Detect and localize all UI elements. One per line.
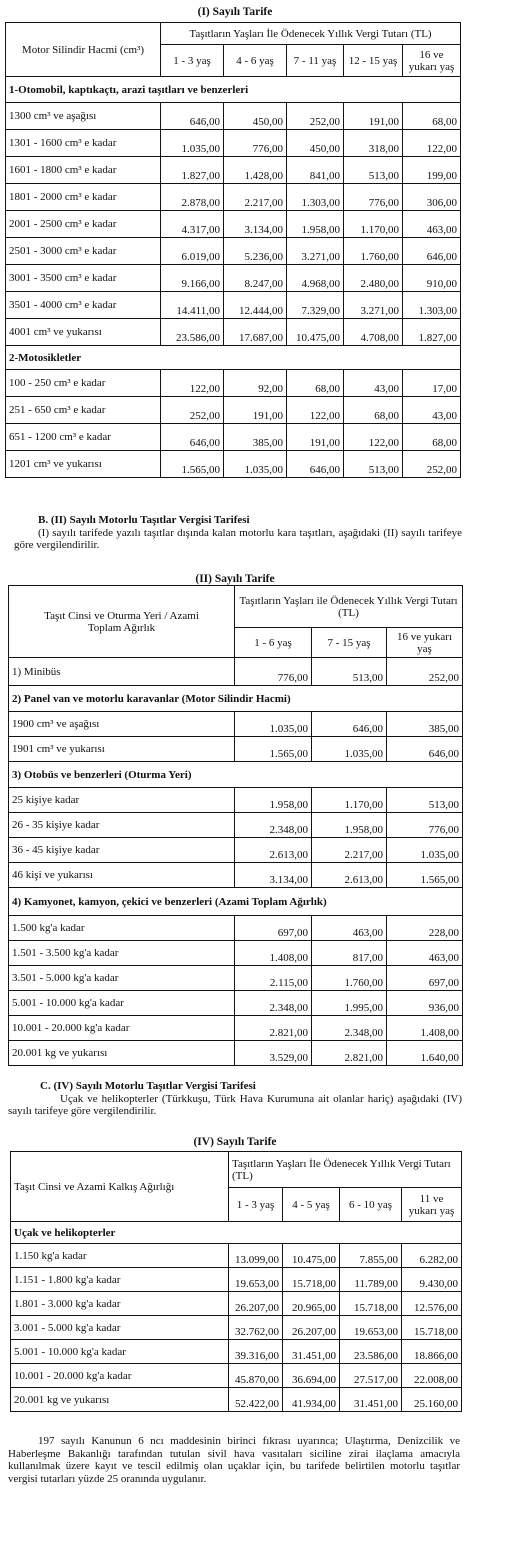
tax-value: 1.760,00 (344, 238, 403, 265)
tax-value: 31.451,00 (340, 1388, 402, 1412)
tariff-2-title: (II) Sayılı Tarife (195, 573, 275, 585)
table-row (9, 1016, 463, 1041)
tax-value: 122,00 (287, 397, 344, 424)
tax-value: 27.517,00 (340, 1364, 402, 1388)
tax-value: 1.035,00 (235, 712, 312, 737)
table-row (9, 916, 463, 941)
row-label: 1301 - 1600 cm³ e kadar (6, 130, 161, 157)
tax-value: 122,00 (344, 424, 403, 451)
table-row (6, 103, 461, 130)
tax-value: 25.160,00 (402, 1388, 462, 1412)
tax-value: 1.035,00 (312, 737, 387, 762)
row-label: 3.501 - 5.000 kg'a kadar (9, 966, 235, 991)
table-row (9, 788, 463, 813)
tax-value: 2.115,00 (235, 966, 312, 991)
tax-value: 1.827,00 (403, 319, 461, 346)
tax-value: 39.316,00 (229, 1340, 283, 1364)
tax-value: 52.422,00 (229, 1388, 283, 1412)
tax-value: 1.170,00 (312, 788, 387, 813)
tax-value: 2.613,00 (312, 863, 387, 888)
tax-value: 1.958,00 (287, 211, 344, 238)
tax-value: 2.217,00 (224, 184, 287, 211)
tax-value: 1.035,00 (387, 838, 463, 863)
age-range: 7 - 15 yaş (312, 628, 387, 658)
tax-value: 15.718,00 (402, 1316, 462, 1340)
table-row (11, 1268, 462, 1292)
table-row (9, 863, 463, 888)
tax-value: 3.271,00 (344, 292, 403, 319)
tax-value: 1.565,00 (235, 737, 312, 762)
tariff-1-table (5, 22, 461, 478)
tax-value: 450,00 (224, 103, 287, 130)
tax-value: 646,00 (312, 712, 387, 737)
row-label: 1201 cm³ ve yukarısı (6, 451, 161, 478)
row-label: 1900 cm³ ve aşağısı (9, 712, 235, 737)
age-range: 4 - 6 yaş (224, 45, 287, 77)
age-header: Taşıtların Yaşları İle Ödenecek Yıllık Vergi Tutarı (TL) (161, 23, 461, 45)
row-label: 25 kişiye kadar (9, 788, 235, 813)
age-range: 1 - 6 yaş (235, 628, 312, 658)
tax-value: 228,00 (387, 916, 463, 941)
tax-value: 646,00 (161, 424, 224, 451)
age-header: Taşıtların Yaşları İle Ödenecek Yıllık Vergi Tutarı (TL) (229, 1152, 462, 1188)
tax-value: 68,00 (287, 370, 344, 397)
row-label: 1.801 - 3.000 kg'a kadar (11, 1292, 229, 1316)
tax-value: 1.565,00 (387, 863, 463, 888)
tariff-4-title: (IV) Sayılı Tarife (193, 1136, 277, 1148)
tax-value: 43,00 (403, 397, 461, 424)
tax-value: 8.247,00 (224, 265, 287, 292)
tax-value: 68,00 (403, 103, 461, 130)
column-label: Taşıt Cinsi ve Azami Kalkış Ağırlığı (11, 1152, 229, 1222)
table-row (11, 1244, 462, 1268)
tax-value: 1.303,00 (287, 184, 344, 211)
header-row (6, 23, 461, 45)
section-row (9, 762, 463, 788)
tax-value: 1.428,00 (224, 157, 287, 184)
row-label: 251 - 650 cm³ e kadar (6, 397, 161, 424)
tax-value: 10.475,00 (287, 319, 344, 346)
tax-value: 1.303,00 (403, 292, 461, 319)
tax-value: 19.653,00 (229, 1268, 283, 1292)
table-row (9, 737, 463, 762)
table-row (11, 1388, 462, 1412)
tax-value: 18.866,00 (402, 1340, 462, 1364)
section-b-text: (I) sayılı tarifede yazılı taşıtlar dışında kalan motorlu kara taşıtları, aşağıdaki (II) sayılı tarifeye göre vergilendirilir. (14, 526, 462, 551)
tax-value: 463,00 (403, 211, 461, 238)
footer-note: 197 sayılı Kanunun 6 ncı maddesinin birinci fıkrası uyarınca; Ulaştırma, Denizcilik ve Haberleşme Bakanlığı tarafından tutulan sivil hava vasıtaları siciline zirai ilaçlama amacıyla kullanılmak üzere kayıt ve tescil edilmiş olan uçaklar için, bu tarifede belirtilen motorlu taşıtlar vergisi tutarları yüzde 25 oranında uygulanır. (8, 1435, 460, 1485)
tax-value: 252,00 (387, 658, 463, 686)
tax-value: 2.348,00 (312, 1016, 387, 1041)
section-row (6, 77, 461, 103)
tax-value: 68,00 (344, 397, 403, 424)
tax-value: 122,00 (161, 370, 224, 397)
tax-value: 122,00 (403, 130, 461, 157)
tax-value: 646,00 (287, 451, 344, 478)
tax-value: 463,00 (312, 916, 387, 941)
tax-value: 2.348,00 (235, 813, 312, 838)
section-b (14, 514, 462, 552)
row-label: 1.500 kg'a kadar (9, 916, 235, 941)
tax-value: 1.565,00 (161, 451, 224, 478)
tax-value: 11.789,00 (340, 1268, 402, 1292)
table-row (11, 1340, 462, 1364)
section-row (9, 686, 463, 712)
table-row (9, 991, 463, 1016)
section-heading: 2-Motosikletler (6, 346, 461, 370)
section-b-heading: B. (II) Sayılı Motorlu Taşıtlar Vergisi Tarifesi (38, 514, 250, 526)
age-header: Taşıtların Yaşları ile Ödenecek Yıllık Vergi Tutarı (TL) (235, 586, 463, 628)
tax-value: 4.708,00 (344, 319, 403, 346)
header-row (11, 1152, 462, 1188)
tariff-4-table (10, 1151, 462, 1412)
row-label: 3.001 - 5.000 kg'a kadar (11, 1316, 229, 1340)
tax-value: 776,00 (387, 813, 463, 838)
tax-value: 306,00 (403, 184, 461, 211)
tax-value: 646,00 (387, 737, 463, 762)
age-range: 4 - 5 yaş (283, 1188, 340, 1222)
tax-value: 68,00 (403, 424, 461, 451)
tax-value: 43,00 (344, 370, 403, 397)
tax-value: 15.718,00 (283, 1268, 340, 1292)
tax-value: 12.576,00 (402, 1292, 462, 1316)
table-row (9, 658, 463, 686)
section-heading: 3) Otobüs ve benzerleri (Oturma Yeri) (9, 762, 463, 788)
tax-value: 776,00 (344, 184, 403, 211)
age-range: 16 ve yukarı yaş (387, 628, 463, 658)
section-c-text: Uçak ve helikopterler (Türkkuşu, Türk Hava Kurumuna ait olanlar hariç) aşağıdaki (IV) sayılı tarifeye göre vergilendirilir. (8, 1092, 462, 1117)
tax-value: 252,00 (161, 397, 224, 424)
table-row (6, 424, 461, 451)
tax-value: 7.329,00 (287, 292, 344, 319)
tax-value: 3.529,00 (235, 1041, 312, 1066)
tax-value: 17,00 (403, 370, 461, 397)
column-label: Motor Silindir Hacmi (cm³) (6, 23, 161, 77)
table-row (6, 238, 461, 265)
tax-value: 13.099,00 (229, 1244, 283, 1268)
row-label: 1) Minibüs (9, 658, 235, 686)
table-row (9, 712, 463, 737)
age-range: 1 - 3 yaş (229, 1188, 283, 1222)
tax-value: 26.207,00 (283, 1316, 340, 1340)
row-label: 2001 - 2500 cm³ e kadar (6, 211, 161, 238)
row-label: 1.150 kg'a kadar (11, 1244, 229, 1268)
section-heading: 2) Panel van ve motorlu karavanlar (Motor Silindir Hacmi) (9, 686, 463, 712)
table-row (11, 1316, 462, 1340)
age-range: 6 - 10 yaş (340, 1188, 402, 1222)
tax-value: 191,00 (287, 424, 344, 451)
row-label: 20.001 kg ve yukarısı (11, 1388, 229, 1412)
row-label: 3501 - 4000 cm³ e kadar (6, 292, 161, 319)
tax-value: 32.762,00 (229, 1316, 283, 1340)
tax-value: 646,00 (161, 103, 224, 130)
table-row (9, 966, 463, 991)
table-row (11, 1364, 462, 1388)
tax-value: 191,00 (344, 103, 403, 130)
age-range: 1 - 3 yaş (161, 45, 224, 77)
tax-value: 776,00 (235, 658, 312, 686)
tax-value: 1.035,00 (161, 130, 224, 157)
table-row (6, 397, 461, 424)
tax-value: 2.217,00 (312, 838, 387, 863)
tax-value: 1.640,00 (387, 1041, 463, 1066)
tax-value: 513,00 (387, 788, 463, 813)
tax-value: 1.958,00 (235, 788, 312, 813)
row-label: 20.001 kg ve yukarısı (9, 1041, 235, 1066)
tax-value: 1.760,00 (312, 966, 387, 991)
table-row (6, 130, 461, 157)
tax-value: 191,00 (224, 397, 287, 424)
row-label: 1601 - 1800 cm³ e kadar (6, 157, 161, 184)
table-row (6, 370, 461, 397)
tax-value: 2.821,00 (235, 1016, 312, 1041)
row-label: 26 - 35 kişiye kadar (9, 813, 235, 838)
table-row (6, 184, 461, 211)
tax-value: 1.827,00 (161, 157, 224, 184)
tax-value: 1.035,00 (224, 451, 287, 478)
tariff-2-table (8, 585, 463, 1066)
tax-value: 9.166,00 (161, 265, 224, 292)
tax-value: 23.586,00 (340, 1340, 402, 1364)
tax-value: 318,00 (344, 130, 403, 157)
table-row (6, 292, 461, 319)
tax-value: 10.475,00 (283, 1244, 340, 1268)
tax-value: 14.411,00 (161, 292, 224, 319)
tax-value: 450,00 (287, 130, 344, 157)
table-row (6, 211, 461, 238)
tax-value: 646,00 (403, 238, 461, 265)
age-range: 12 - 15 yaş (344, 45, 403, 77)
row-label: 36 - 45 kişiye kadar (9, 838, 235, 863)
tax-value: 26.207,00 (229, 1292, 283, 1316)
tax-value: 19.653,00 (340, 1316, 402, 1340)
tax-value: 385,00 (224, 424, 287, 451)
tax-value: 36.694,00 (283, 1364, 340, 1388)
tax-value: 3.134,00 (235, 863, 312, 888)
row-label: 10.001 - 20.000 kg'a kadar (9, 1016, 235, 1041)
tax-value: 697,00 (387, 966, 463, 991)
table-row (9, 838, 463, 863)
tax-value: 697,00 (235, 916, 312, 941)
row-label: 651 - 1200 cm³ e kadar (6, 424, 161, 451)
table-row (6, 265, 461, 292)
tax-value: 3.271,00 (287, 238, 344, 265)
tax-value: 513,00 (344, 451, 403, 478)
tax-value: 513,00 (344, 157, 403, 184)
row-label: 1801 - 2000 cm³ e kadar (6, 184, 161, 211)
tax-value: 2.480,00 (344, 265, 403, 292)
tax-value: 7.855,00 (340, 1244, 402, 1268)
tax-value: 1.170,00 (344, 211, 403, 238)
section-row (11, 1222, 462, 1244)
tax-value: 817,00 (312, 941, 387, 966)
tax-value: 252,00 (403, 451, 461, 478)
section-heading: 4) Kamyonet, kamyon, çekici ve benzerleri (Azami Toplam Ağırlık) (9, 888, 463, 916)
row-label: 2501 - 3000 cm³ e kadar (6, 238, 161, 265)
tax-value: 252,00 (287, 103, 344, 130)
row-label: 4001 cm³ ve yukarısı (6, 319, 161, 346)
tax-value: 31.451,00 (283, 1340, 340, 1364)
row-label: 1901 cm³ ve yukarısı (9, 737, 235, 762)
row-label: 5.001 - 10.000 kg'a kadar (11, 1340, 229, 1364)
row-label: 10.001 - 20.000 kg'a kadar (11, 1364, 229, 1388)
table-row (9, 1041, 463, 1066)
section-c (8, 1080, 462, 1118)
tax-value: 463,00 (387, 941, 463, 966)
tax-value: 12.444,00 (224, 292, 287, 319)
section-c-heading: C. (IV) Sayılı Motorlu Taşıtlar Vergisi Tarifesi (40, 1080, 256, 1092)
age-range: 16 ve yukarı yaş (403, 45, 461, 77)
tax-value: 20.965,00 (283, 1292, 340, 1316)
section-heading: 1-Otomobil, kaptıkaçtı, arazi taşıtları ve benzerleri (6, 77, 461, 103)
row-label: 46 kişi ve yukarısı (9, 863, 235, 888)
table-row (9, 941, 463, 966)
row-label: 1.501 - 3.500 kg'a kadar (9, 941, 235, 966)
tax-value: 1.408,00 (387, 1016, 463, 1041)
row-label: 3001 - 3500 cm³ e kadar (6, 265, 161, 292)
tax-value: 1.408,00 (235, 941, 312, 966)
age-range: 11 ve yukarı yaş (402, 1188, 462, 1222)
tax-value: 776,00 (224, 130, 287, 157)
tariff-1-title: (I) Sayılı Tarife (197, 6, 273, 18)
tax-value: 1.958,00 (312, 813, 387, 838)
row-label: 5.001 - 10.000 kg'a kadar (9, 991, 235, 1016)
tax-value: 6.282,00 (402, 1244, 462, 1268)
row-label: 100 - 250 cm³ e kadar (6, 370, 161, 397)
row-label: 1300 cm³ ve aşağısı (6, 103, 161, 130)
table-row (9, 813, 463, 838)
table-row (11, 1292, 462, 1316)
tax-value: 2.613,00 (235, 838, 312, 863)
column-label: Taşıt Cinsi ve Oturma Yeri / Azami Toplam Ağırlık (9, 586, 235, 658)
tax-value: 22.008,00 (402, 1364, 462, 1388)
tax-value: 385,00 (387, 712, 463, 737)
section-heading: Uçak ve helikopterler (11, 1222, 462, 1244)
tax-value: 841,00 (287, 157, 344, 184)
tax-value: 5.236,00 (224, 238, 287, 265)
tax-value: 6.019,00 (161, 238, 224, 265)
table-row (6, 157, 461, 184)
table-row (6, 451, 461, 478)
tax-value: 4.317,00 (161, 211, 224, 238)
section-row (9, 888, 463, 916)
tax-value: 1.995,00 (312, 991, 387, 1016)
tax-value: 4.968,00 (287, 265, 344, 292)
tax-value: 41.934,00 (283, 1388, 340, 1412)
tax-value: 2.348,00 (235, 991, 312, 1016)
tax-value: 910,00 (403, 265, 461, 292)
tax-value: 17.687,00 (224, 319, 287, 346)
tax-value: 23.586,00 (161, 319, 224, 346)
tax-value: 2.878,00 (161, 184, 224, 211)
tax-value: 936,00 (387, 991, 463, 1016)
tax-value: 2.821,00 (312, 1041, 387, 1066)
tax-value: 15.718,00 (340, 1292, 402, 1316)
header-row (9, 586, 463, 628)
tax-value: 199,00 (403, 157, 461, 184)
tax-value: 3.134,00 (224, 211, 287, 238)
row-label: 1.151 - 1.800 kg'a kadar (11, 1268, 229, 1292)
tax-value: 513,00 (312, 658, 387, 686)
section-row (6, 346, 461, 370)
table-row (6, 319, 461, 346)
age-range: 7 - 11 yaş (287, 45, 344, 77)
tax-value: 92,00 (224, 370, 287, 397)
tax-value: 45.870,00 (229, 1364, 283, 1388)
tax-value: 9.430,00 (402, 1268, 462, 1292)
